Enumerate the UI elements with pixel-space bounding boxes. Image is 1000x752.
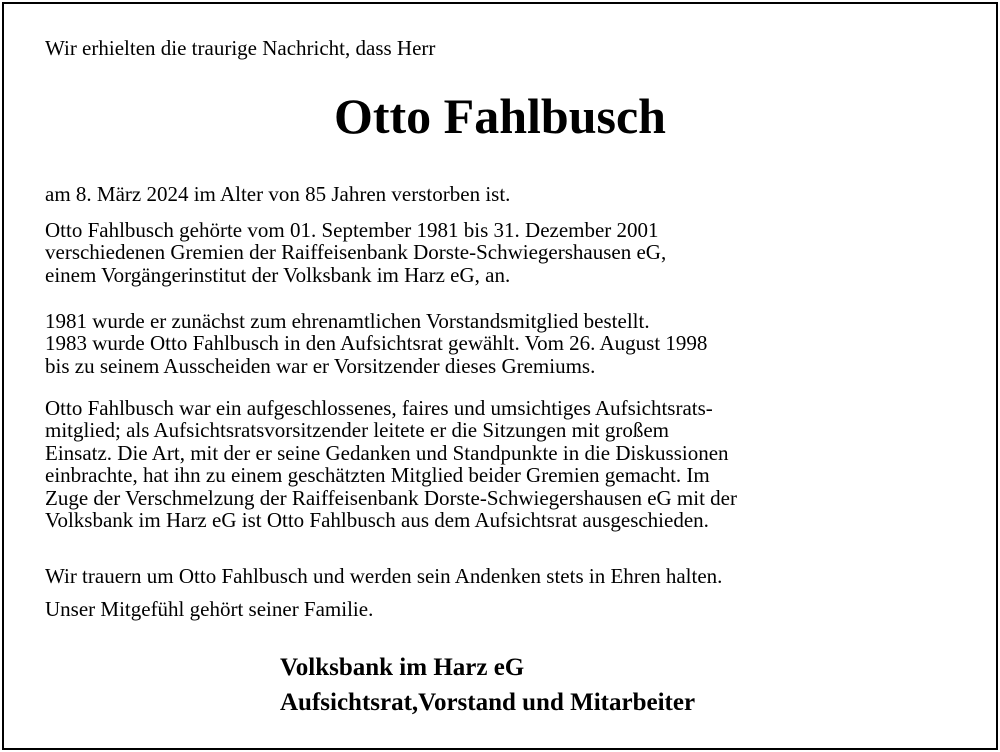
deceased-name: Otto Fahlbusch: [333, 88, 666, 144]
paragraph-death-date: [45, 183, 510, 205]
text-line: Zuge der Verschmelzung der Raiffeisenbank Dorste-Schwiegershausen eG mit der: [45, 485, 737, 510]
text-line: Unser Mitgefühl gehört seiner Familie.: [45, 597, 374, 621]
text-line: 1981 wurde er zunächst zum ehrenamtlichen Vorstandsmitglied bestellt.: [45, 309, 650, 333]
text-line: mitglied; als Aufsichtsratsvorsitzender leitete er die Sitzungen mit großem: [45, 418, 670, 443]
text-line: 1983 wurde Otto Fahlbusch in den Aufsichtsrat gewählt. Vom 26. August 1998: [45, 331, 708, 356]
paragraph-positions: [45, 310, 707, 377]
paragraph-tribute: [45, 397, 737, 531]
text-line: bis zu seinem Ausscheiden war er Vorsitzender dieses Gremiums.: [45, 353, 596, 378]
paragraph-membership: [45, 219, 666, 286]
intro-text: Wir erhielten die traurige Nachricht, dass Herr: [45, 36, 436, 60]
text-line: verschiedenen Gremien der Raiffeisenbank Dorste-Schwiegershausen eG,: [45, 240, 667, 265]
text-line: einbrachte, hat ihn zu einem geschätzten Mitglied beider Gremien gemacht. Im: [45, 463, 710, 488]
signature-organization: Volksbank im Harz eG: [280, 654, 525, 681]
paragraph-mourning: [45, 565, 722, 587]
text-line: am 8. März 2024 im Alter von 85 Jahren verstorben ist.: [45, 182, 511, 206]
text-line: Wir trauern um Otto Fahlbusch und werden sein Andenken stets in Ehren halten.: [45, 564, 723, 588]
paragraph-condolence: [45, 598, 373, 620]
text-line: einem Vorgängerinstitut der Volksbank im Harz eG, an.: [45, 262, 511, 287]
text-line: Einsatz. Die Art, mit der er seine Gedanken und Standpunkte in die Diskussionen: [45, 440, 729, 465]
text-line: Otto Fahlbusch war ein aufgeschlossenes, faires und umsichtiges Aufsichtsrats-: [45, 396, 713, 420]
signature-groups: Aufsichtsrat,Vorstand und Mitarbeiter: [280, 689, 696, 716]
text-line: Volksbank im Harz eG ist Otto Fahlbusch aus dem Aufsichtsrat ausgeschieden.: [45, 508, 709, 533]
text-line: Otto Fahlbusch gehörte vom 01. September 1981 bis 31. Dezember 2001: [45, 218, 659, 242]
